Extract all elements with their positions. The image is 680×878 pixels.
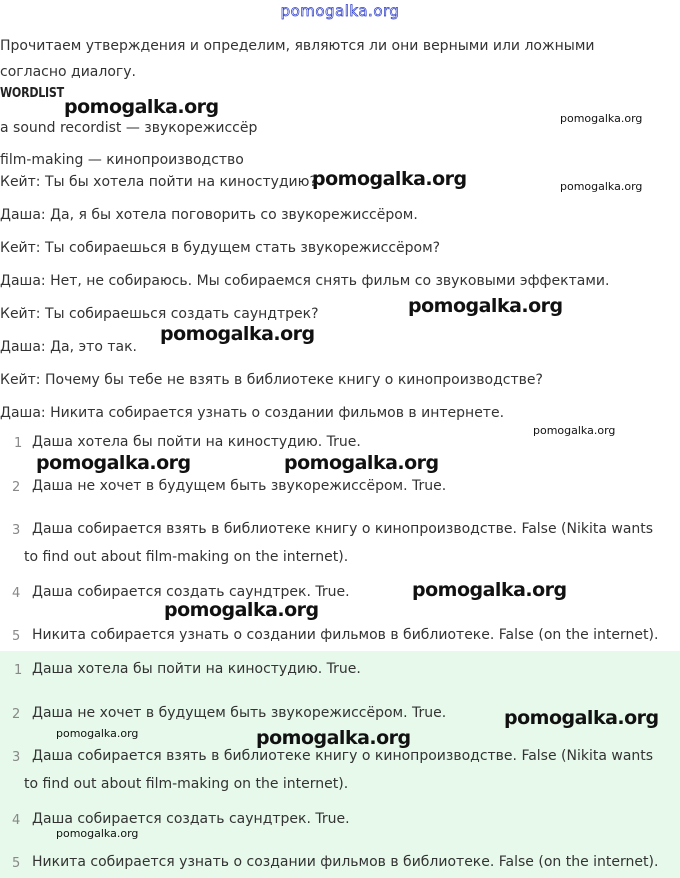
statement-number: 4 bbox=[12, 586, 21, 601]
dialogue-line: Кейт: Ты бы хотела пойти на киностудию? bbox=[0, 174, 317, 190]
watermark: pomogalka.org bbox=[64, 96, 219, 118]
watermark: pomogalka.org bbox=[312, 168, 467, 190]
statement-text: Даша хотела бы пойти на киностудию. True. bbox=[32, 434, 361, 450]
answer-number: 3 bbox=[12, 750, 21, 765]
answer-number: 1 bbox=[14, 663, 23, 678]
statement-number: 3 bbox=[12, 523, 21, 538]
watermark: pomogalka.org bbox=[36, 452, 191, 474]
answer-text: Никита собирается узнать о создании фильмов в библиотеке. False (on the internet). bbox=[32, 854, 659, 870]
answer-text: Даша не хочет в будущем быть звукорежиссёром. True. bbox=[32, 705, 447, 721]
intro-text: Прочитаем утверждения и определим, являются ли они верными или ложными bbox=[0, 38, 595, 54]
watermark: pomogalka.org bbox=[504, 707, 659, 729]
answer-number: 5 bbox=[12, 856, 21, 871]
watermark: pomogalka.org bbox=[164, 599, 319, 621]
answer-number: 2 bbox=[12, 707, 21, 722]
dialogue-line: Даша: Никита собирается узнать о создании фильмов в интернете. bbox=[0, 405, 505, 421]
answer-number: 4 bbox=[12, 813, 21, 828]
answer-text: Даша собирается взять в библиотеке книгу о кинопроизводстве. False (Nikita wants bbox=[32, 748, 654, 764]
watermark: pomogalka.org bbox=[560, 112, 643, 125]
wordlist-item: a sound recordist — звукорежиссёр bbox=[0, 120, 258, 136]
intro-text: согласно диалогу. bbox=[0, 64, 136, 80]
dialogue-line: Кейт: Ты собираешься в будущем стать звукорежиссёром? bbox=[0, 240, 441, 256]
answer-text: to find out about film-making on the internet). bbox=[24, 776, 349, 792]
statement-text: Даша не хочет в будущем быть звукорежиссёром. True. bbox=[32, 478, 447, 494]
answer-text: Даша хотела бы пойти на киностудию. True. bbox=[32, 661, 361, 677]
statement-text: Даша собирается создать саундтрек. True. bbox=[32, 584, 350, 600]
watermark: pomogalka.org bbox=[533, 424, 616, 437]
statement-number: 5 bbox=[12, 629, 21, 644]
answers-box bbox=[0, 651, 680, 878]
dialogue-line: Кейт: Ты собираешься создать саундтрек? bbox=[0, 306, 319, 322]
dialogue-line: Даша: Да, это так. bbox=[0, 339, 137, 355]
watermark: pomogalka.org bbox=[256, 727, 411, 749]
dialogue-line: Даша: Да, я бы хотела поговорить со звукорежиссёром. bbox=[0, 207, 418, 223]
watermark: pomogalka.org bbox=[408, 295, 563, 317]
dialogue-line: Кейт: Почему бы тебе не взять в библиотеке книгу о кинопроизводстве? bbox=[0, 372, 543, 388]
statement-text: to find out about film-making on the internet). bbox=[24, 549, 349, 565]
dialogue-line: Даша: Нет, не собираюсь. Мы собираемся снять фильм со звуковыми эффектами. bbox=[0, 273, 610, 289]
wordlist-title: WORDLIST bbox=[0, 86, 64, 101]
statement-text: Никита собирается узнать о создании фильмов в библиотеке. False (on the internet). bbox=[32, 627, 659, 643]
watermark: pomogalka.org bbox=[412, 579, 567, 601]
watermark: pomogalka.org bbox=[160, 323, 315, 345]
statement-number: 2 bbox=[12, 480, 21, 495]
site-header[interactable]: pomogalka.org bbox=[280, 2, 400, 20]
watermark: pomogalka.org bbox=[284, 452, 439, 474]
watermark: pomogalka.org bbox=[56, 727, 139, 740]
statement-number: 1 bbox=[14, 436, 23, 451]
watermark: pomogalka.org bbox=[56, 827, 139, 840]
answer-text: Даша собирается создать саундтрек. True. bbox=[32, 811, 350, 827]
watermark: pomogalka.org bbox=[560, 180, 643, 193]
statement-text: Даша собирается взять в библиотеке книгу о кинопроизводстве. False (Nikita wants bbox=[32, 521, 654, 537]
wordlist-item: film-making — кинопроизводство bbox=[0, 152, 244, 168]
